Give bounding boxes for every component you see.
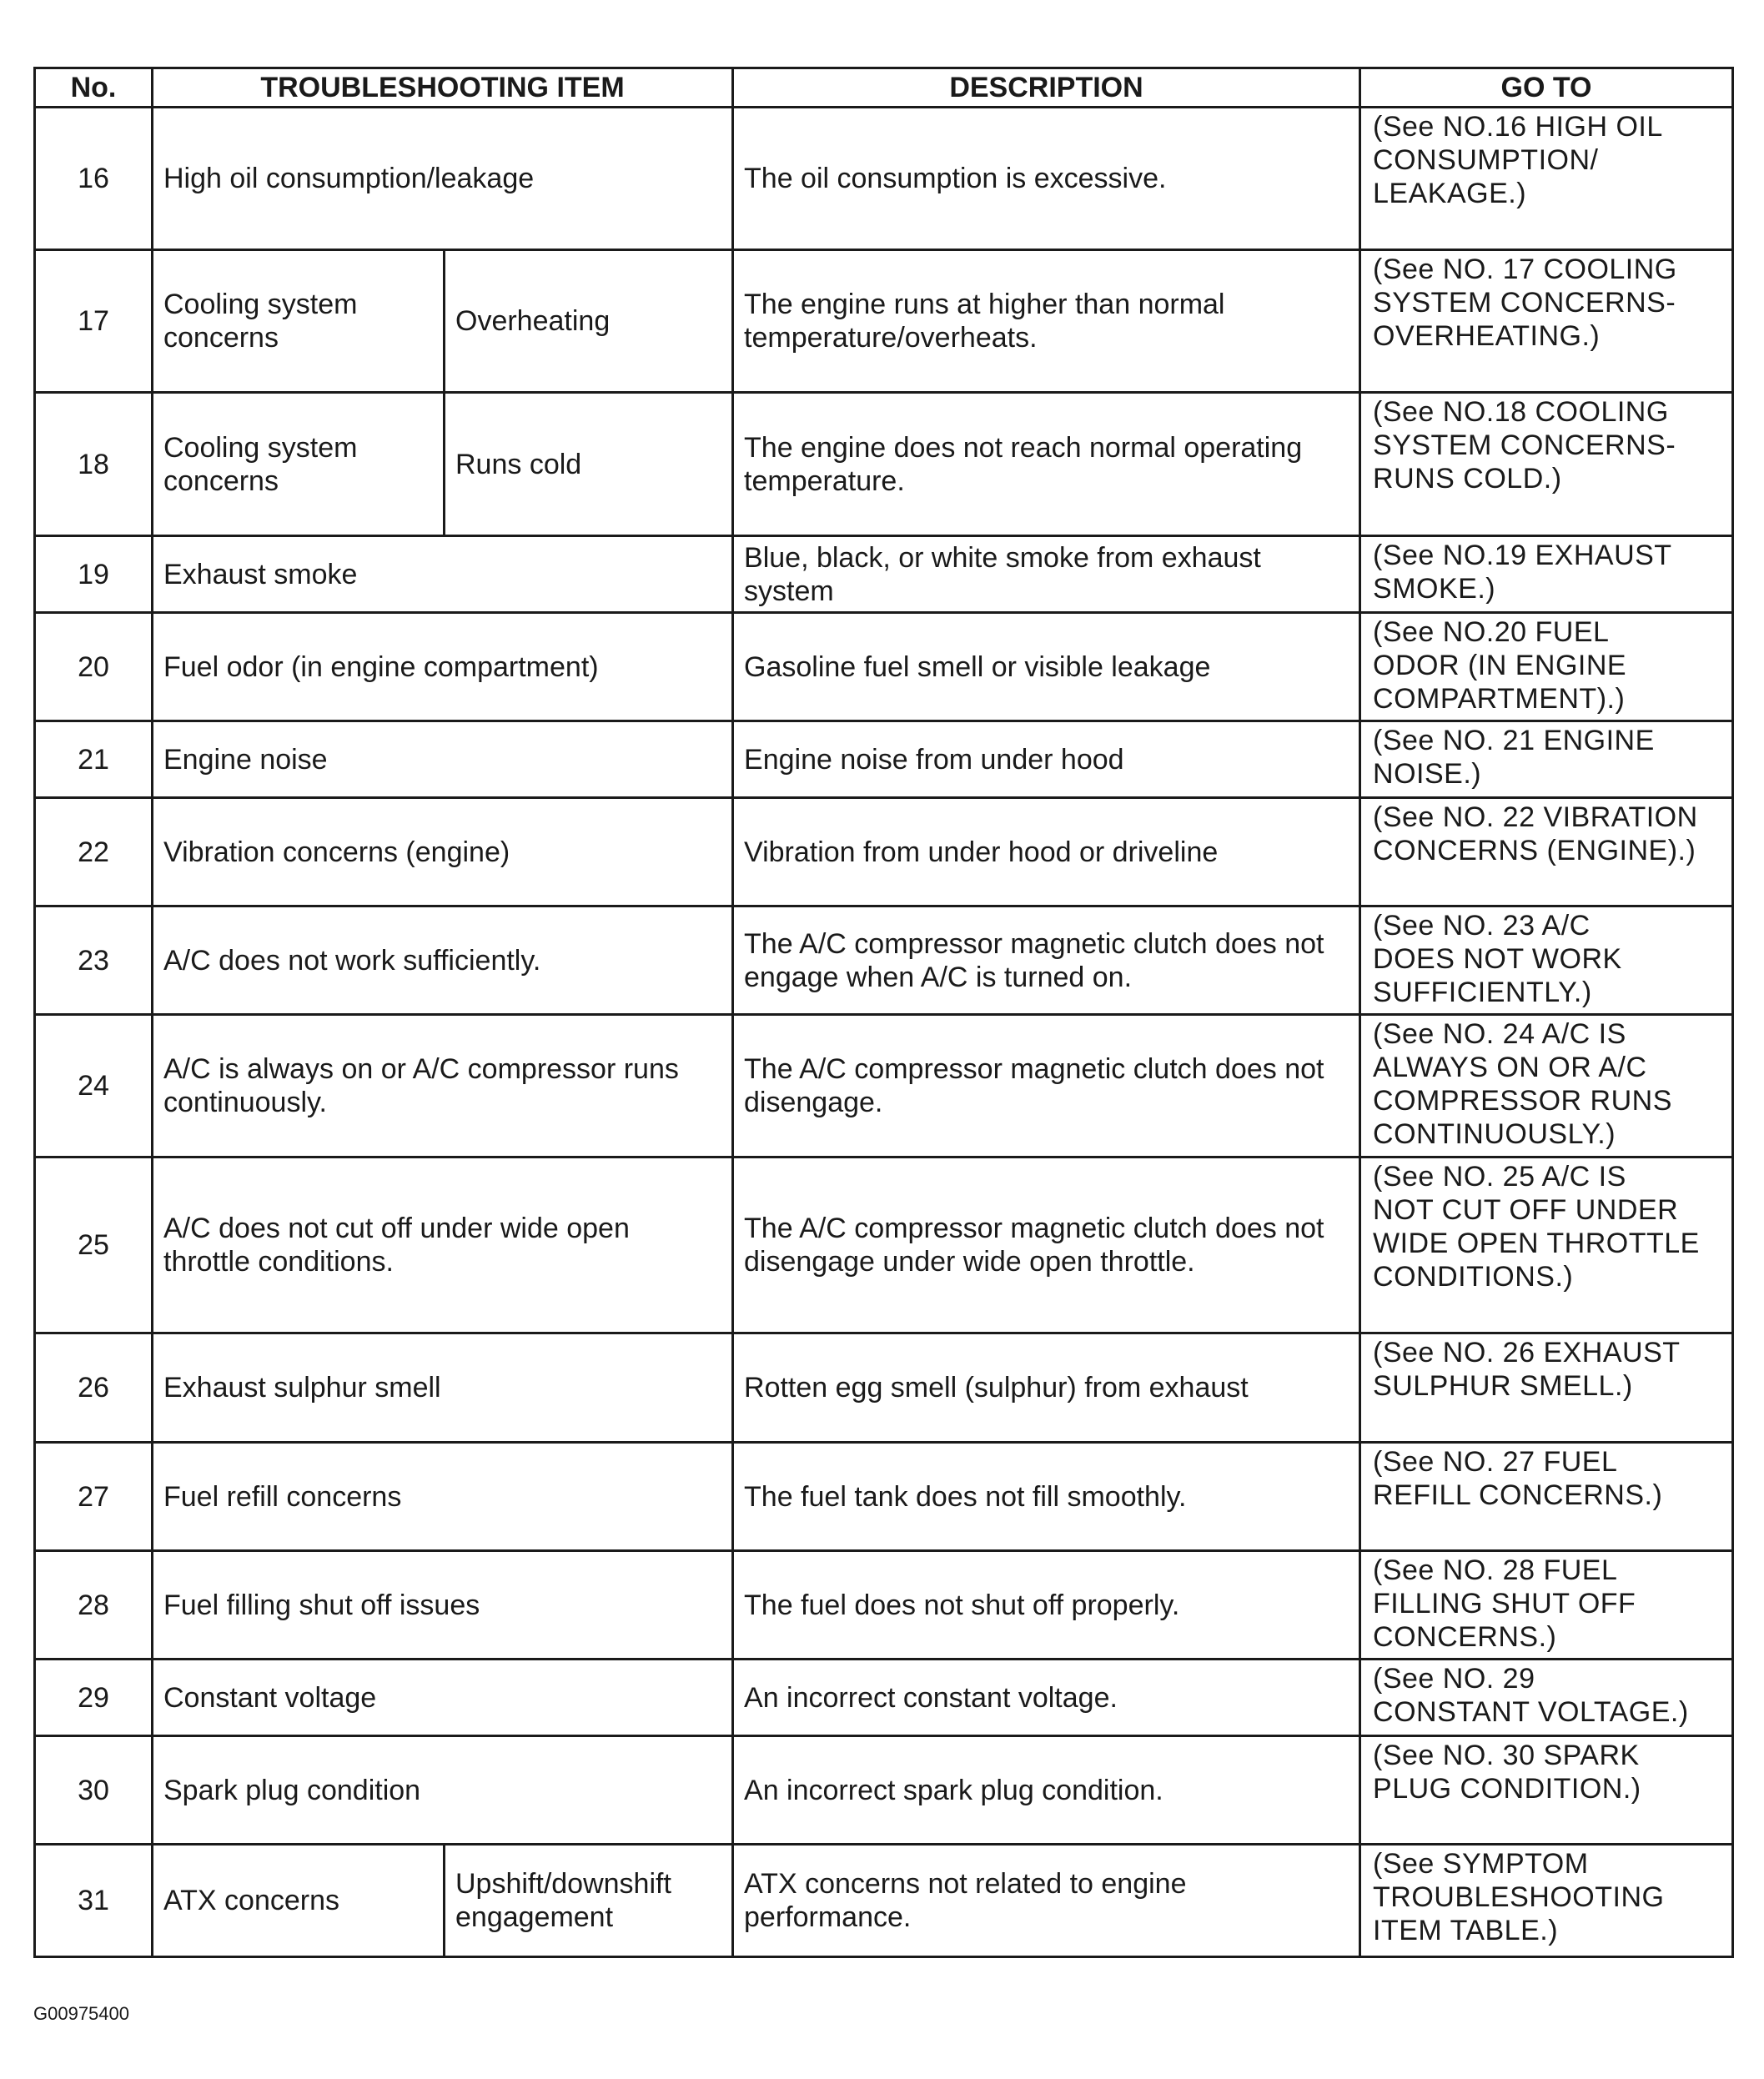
go-to-reference: (See NO. 30 SPARK PLUG CONDITION.) [1360, 1736, 1733, 1845]
table-row [35, 108, 1733, 250]
row-number: 23 [35, 906, 153, 1015]
troubleshooting-sub-item: Runs cold [445, 393, 733, 536]
troubleshooting-item: Fuel filling shut off issues [153, 1551, 733, 1660]
table-row [35, 906, 1733, 1015]
row-number: 30 [35, 1736, 153, 1845]
table-header-row [35, 68, 1733, 108]
row-number: 16 [35, 108, 153, 250]
go-to-reference: (See NO. 21 ENGINE NOISE.) [1360, 721, 1733, 798]
go-to-reference: (See NO. 27 FUEL REFILL CONCERNS.) [1360, 1443, 1733, 1551]
row-number: 26 [35, 1333, 153, 1443]
description: The fuel does not shut off properly. [733, 1551, 1360, 1660]
header-go-to: GO TO [1360, 68, 1733, 108]
go-to-reference: (See NO. 23 A/C DOES NOT WORK SUFFICIENTLY.) [1360, 906, 1733, 1015]
table-row [35, 1736, 1733, 1845]
table-row [35, 798, 1733, 906]
header-no: No. [35, 68, 153, 108]
description: Blue, black, or white smoke from exhaust system [733, 536, 1360, 613]
row-number: 25 [35, 1158, 153, 1333]
troubleshooting-sub-item: Upshift/downshift engagement [445, 1845, 733, 1957]
table-row [35, 1660, 1733, 1736]
go-to-reference: (See NO. 29 CONSTANT VOLTAGE.) [1360, 1660, 1733, 1736]
description: The fuel tank does not fill smoothly. [733, 1443, 1360, 1551]
table-row [35, 613, 1733, 721]
description: ATX concerns not related to engine performance. [733, 1845, 1360, 1957]
troubleshooting-table [33, 67, 1734, 1958]
row-number: 31 [35, 1845, 153, 1957]
table-body [35, 108, 1733, 1957]
row-number: 27 [35, 1443, 153, 1551]
troubleshooting-item: High oil consumption/leakage [153, 108, 733, 250]
row-number: 29 [35, 1660, 153, 1736]
row-number: 18 [35, 393, 153, 536]
description: The A/C compressor magnetic clutch does not disengage. [733, 1015, 1360, 1158]
table-row [35, 1845, 1733, 1957]
troubleshooting-item: Vibration concerns (engine) [153, 798, 733, 906]
table-row [35, 1443, 1733, 1551]
description: Gasoline fuel smell or visible leakage [733, 613, 1360, 721]
figure-code: G00975400 [33, 2003, 129, 2024]
description: Rotten egg smell (sulphur) from exhaust [733, 1333, 1360, 1443]
go-to-reference: (See NO.18 COOLING SYSTEM CONCERNS- RUNS COLD.) [1360, 393, 1733, 536]
table-row [35, 393, 1733, 536]
table-row [35, 1333, 1733, 1443]
table-row [35, 1551, 1733, 1660]
troubleshooting-item: Exhaust smoke [153, 536, 733, 613]
row-number: 20 [35, 613, 153, 721]
row-number: 17 [35, 250, 153, 393]
go-to-reference: (See NO.20 FUEL ODOR (IN ENGINE COMPARTMENT).) [1360, 613, 1733, 721]
table-row [35, 1015, 1733, 1158]
troubleshooting-item: A/C does not work sufficiently. [153, 906, 733, 1015]
troubleshooting-item: Fuel refill concerns [153, 1443, 733, 1551]
header-description: DESCRIPTION [733, 68, 1360, 108]
table-row [35, 721, 1733, 798]
go-to-reference: (See NO. 22 VIBRATION CONCERNS (ENGINE).) [1360, 798, 1733, 906]
go-to-reference: (See NO.16 HIGH OIL CONSUMPTION/ LEAKAGE.) [1360, 108, 1733, 250]
go-to-reference: (See NO. 17 COOLING SYSTEM CONCERNS- OVERHEATING.) [1360, 250, 1733, 393]
description: The engine runs at higher than normal temperature/overheats. [733, 250, 1360, 393]
header-troubleshooting-item: TROUBLESHOOTING ITEM [153, 68, 733, 108]
troubleshooting-item: Fuel odor (in engine compartment) [153, 613, 733, 721]
description: Vibration from under hood or driveline [733, 798, 1360, 906]
go-to-reference: (See SYMPTOM TROUBLESHOOTING ITEM TABLE.) [1360, 1845, 1733, 1957]
row-number: 28 [35, 1551, 153, 1660]
go-to-reference: (See NO. 25 A/C IS NOT CUT OFF UNDER WIDE OPEN THROTTLE CONDITIONS.) [1360, 1158, 1733, 1333]
go-to-reference: (See NO. 24 A/C IS ALWAYS ON OR A/C COMPRESSOR RUNS CONTINUOUSLY.) [1360, 1015, 1733, 1158]
go-to-reference: (See NO. 28 FUEL FILLING SHUT OFF CONCERNS.) [1360, 1551, 1733, 1660]
description: An incorrect constant voltage. [733, 1660, 1360, 1736]
troubleshooting-item: Cooling system concerns [153, 250, 445, 393]
description: The A/C compressor magnetic clutch does not engage when A/C is turned on. [733, 906, 1360, 1015]
description: The oil consumption is excessive. [733, 108, 1360, 250]
troubleshooting-sub-item: Overheating [445, 250, 733, 393]
row-number: 19 [35, 536, 153, 613]
table-row [35, 536, 1733, 613]
table-row [35, 250, 1733, 393]
troubleshooting-item: Engine noise [153, 721, 733, 798]
description: Engine noise from under hood [733, 721, 1360, 798]
go-to-reference: (See NO.19 EXHAUST SMOKE.) [1360, 536, 1733, 613]
row-number: 22 [35, 798, 153, 906]
go-to-reference: (See NO. 26 EXHAUST SULPHUR SMELL.) [1360, 1333, 1733, 1443]
description: The engine does not reach normal operating temperature. [733, 393, 1360, 536]
troubleshooting-item: Constant voltage [153, 1660, 733, 1736]
troubleshooting-item: Spark plug condition [153, 1736, 733, 1845]
troubleshooting-item: Exhaust sulphur smell [153, 1333, 733, 1443]
row-number: 21 [35, 721, 153, 798]
row-number: 24 [35, 1015, 153, 1158]
troubleshooting-item: Cooling system concerns [153, 393, 445, 536]
troubleshooting-item: A/C does not cut off under wide open throttle conditions. [153, 1158, 733, 1333]
troubleshooting-item: A/C is always on or A/C compressor runs continuously. [153, 1015, 733, 1158]
description: The A/C compressor magnetic clutch does not disengage under wide open throttle. [733, 1158, 1360, 1333]
table-row [35, 1158, 1733, 1333]
troubleshooting-item: ATX concerns [153, 1845, 445, 1957]
description: An incorrect spark plug condition. [733, 1736, 1360, 1845]
